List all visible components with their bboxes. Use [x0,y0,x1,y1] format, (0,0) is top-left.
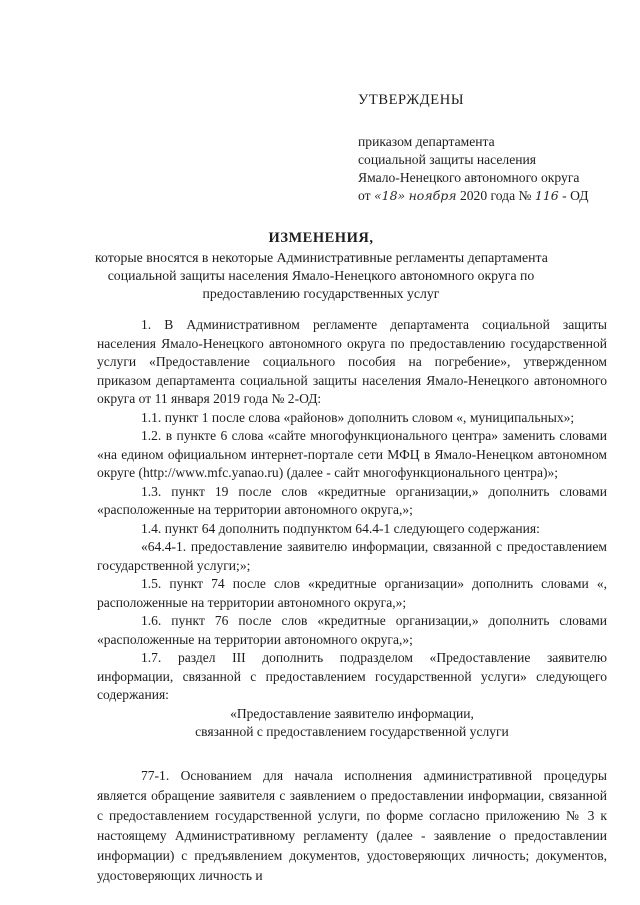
approval-block [358,92,608,205]
paragraph-1-4-quote: «64.4-1. предоставление заявителю информации, связанной с предоставлением государственной услуги;»; [97,539,607,573]
paragraph-1: 1. В Административном регламенте департамента социальной защиты населения Ямало-Ненецкого автономного округа по предоставлению государственной услуги «Предоставление социального пособия на погребение», утвержденном приказом департамента социальной защиты населения Ямало-Ненецкого автономного округа от 11 января 2019 года № 2-ОД: [97,317,607,406]
paragraph-77-1: 77-1. Основанием для начала исполнения административной процедуры является обращение заявителя с заявлением о предоставлении информации, связанной с предоставлением государственной услуги, по форме согласно приложению № 3 к настоящему Административному регламенту (далее - заявление о предоставлении информации) с предъявлением документов, удостоверяющих личность; документов, удостоверяющих личность и [97,767,607,883]
document-heading [95,230,547,303]
paragraph-1-2: 1.2. в пункте 6 слова «сайте многофункционального центра» заменить словами «на едином официальном интернет-портале сети МФЦ в Ямало-Ненецком автономном округе (http://www.mfc.yanao.ru) (далее - сайт многофункционального центра)»; [97,428,607,480]
date-prefix: от [358,188,371,203]
date-year: 2020 года № [459,188,532,203]
paragraph-1-7: 1.7. раздел III дополнить подразделом «Предоставление заявителю информации, связанной с предоставлением государственной услуги» следующего содержания: [97,650,607,702]
date-day-handwritten: «18» [373,188,406,203]
heading-line-2: социальной защиты населения Ямало-Ненецкого автономного округа по [107,268,535,283]
approval-line-3: Ямало-Ненецкого автономного округа [358,170,580,185]
heading-title: ИЗМЕНЕНИЯ, [268,230,374,246]
paragraph-1-4: 1.4. пункт 64 дополнить подпунктом 64.4-1 следующего содержания: [141,520,540,536]
subsection-title-line-1: «Предоставление заявителю информации, [230,705,474,721]
paragraph-1-5: 1.5. пункт 74 после слов «кредитные организации» дополнить словами «, расположенные на территории автономного округа,»; [97,576,607,610]
document-body [97,316,607,886]
subsection-title-line-2: связанной с предоставлением государственной услуги [195,724,509,739]
date-month-handwritten: ноября [408,188,457,203]
paragraph-1-3: 1.3. пункт 19 после слов «кредитные организации,» дополнить словами «расположенные на территории автономного округа,»; [97,483,607,517]
paragraph-1-1: 1.1. пункт 1 после слова «районов» дополнить словом «, муниципальных»; [141,409,575,425]
approval-title: УТВЕРЖДЕНЫ [358,92,465,108]
heading-line-1: которые вносятся в некоторые Административные регламенты департамента [95,250,548,265]
date-suffix: - ОД [562,188,589,203]
approval-line-2: социальной защиты населения [358,152,537,167]
spacer [97,742,607,762]
heading-line-3: предоставлению государственных услуг [202,286,440,301]
order-number-handwritten: 116 [534,188,559,203]
paragraph-1-6: 1.6. пункт 76 после слов «кредитные организации,» дополнить словами «расположенные на территории автономного округа,»; [97,613,607,647]
approval-line-1: приказом департамента [358,134,495,149]
approval-date-line [358,187,608,205]
